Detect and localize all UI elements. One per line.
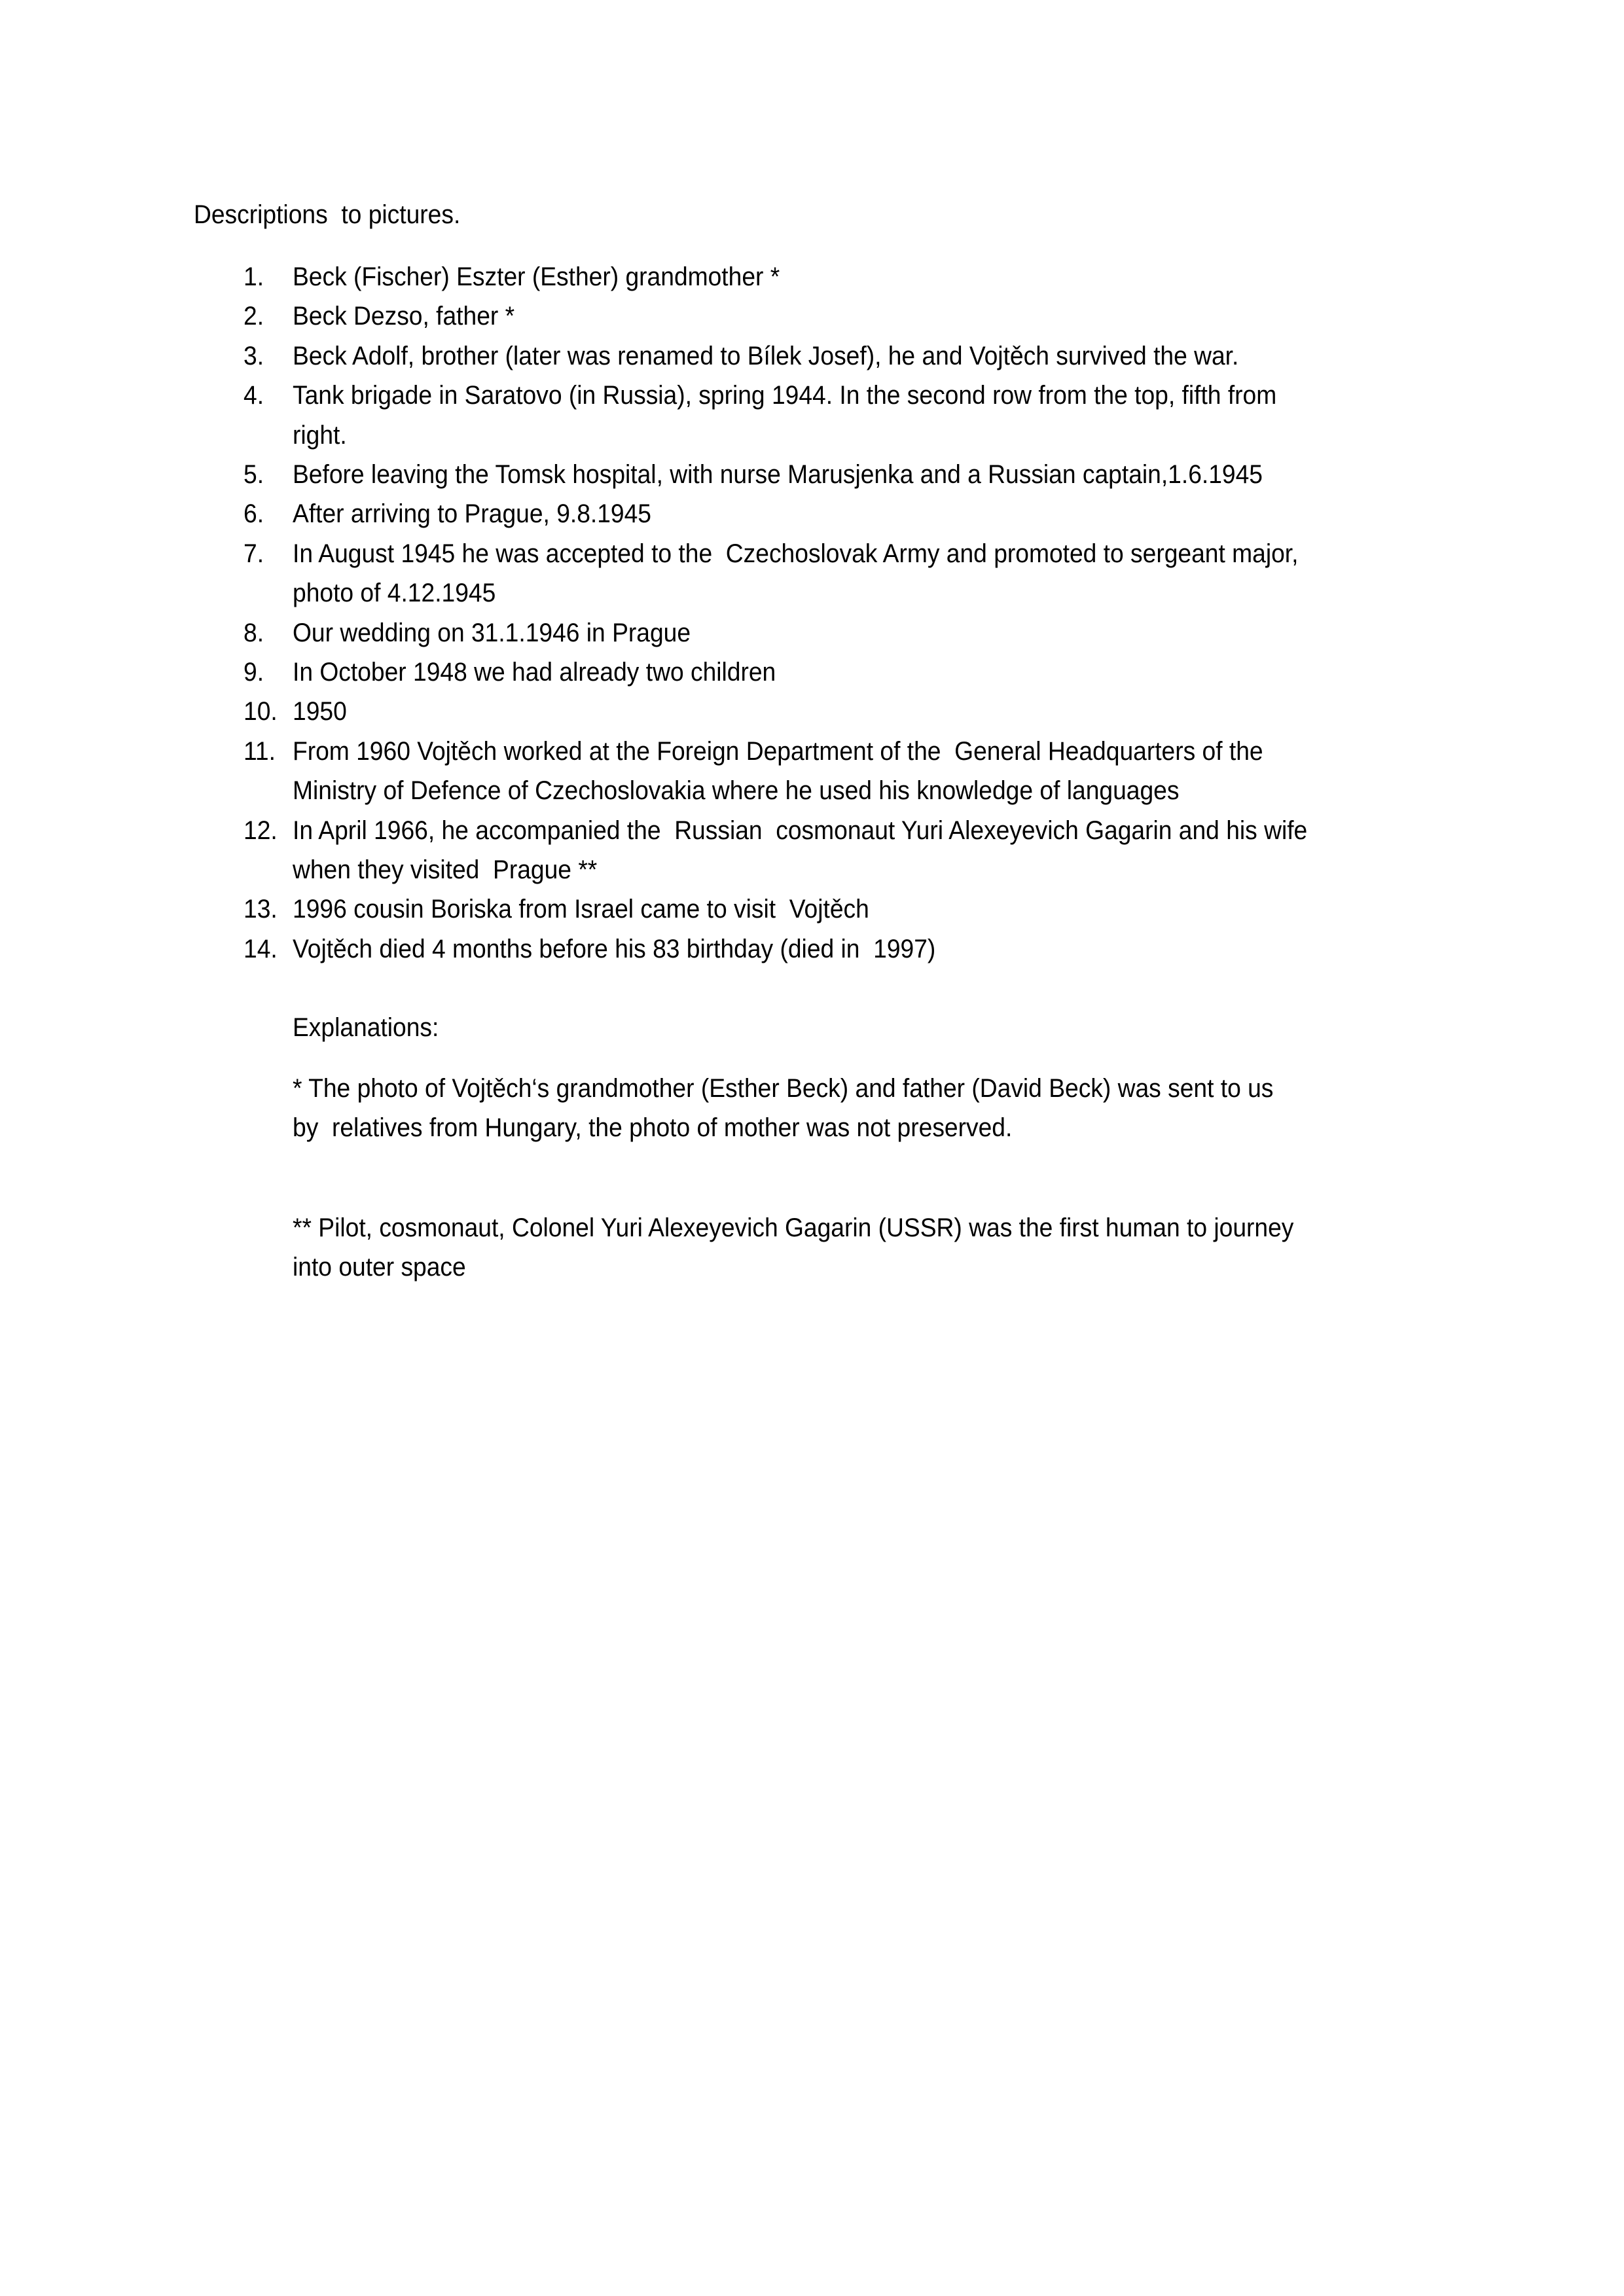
footnote-single-asterisk-line-2: by relatives from Hungary, the photo of mother was not preserved. [293,1113,1013,1142]
list-item-number: 1. [244,262,264,291]
list-item-text: 1996 cousin Boriska from Israel came to visit Vojtěch [293,895,869,924]
list-item-number: 12. [244,816,278,845]
list-item-text: 1950 [293,697,347,726]
explanations-title: Explanations: [293,1013,439,1042]
list-item-number: 9. [244,658,264,687]
list-item-text: Our wedding on 31.1.1946 in Prague [293,618,691,647]
list-item-text: From 1960 Vojtěch worked at the Foreign Department of the General Headquarters of the [293,736,1263,766]
list-item-text: photo of 4.12.1945 [293,579,496,608]
list-item-number: 7. [244,539,264,568]
list-item-text: In August 1945 he was accepted to the Czechoslovak Army and promoted to sergeant major, [293,539,1299,568]
list-item-number: 4. [244,381,264,410]
list-item-text: right. [293,420,347,450]
list-item-text: Beck (Fischer) Eszter (Esther) grandmother * [293,262,780,291]
list-item-text: Ministry of Defence of Czechoslovakia where he used his knowledge of languages [293,776,1180,806]
list-item-text: Tank brigade in Saratovo (in Russia), spring 1944. In the second row from the top, fifth from [293,381,1277,410]
list-item-text: In April 1966, he accompanied the Russian cosmonaut Yuri Alexeyevich Gagarin and his wife [293,816,1308,845]
list-item-number: 5. [244,460,264,489]
footnote-double-asterisk-line-2: into outer space [293,1253,466,1282]
list-item-text: Beck Adolf, brother (later was renamed to Bílek Josef), he and Vojtěch survived the war. [293,341,1239,370]
list-item-text: when they visited Prague ** [293,855,598,884]
list-item-number: 10. [244,697,278,726]
list-item-text: In October 1948 we had already two children [293,658,776,687]
list-item-number: 13. [244,895,278,924]
footnote-double-asterisk-line-1: ** Pilot, cosmonaut, Colonel Yuri Alexeyevich Gagarin (USSR) was the first human to journey [293,1213,1294,1242]
list-item-number: 8. [244,618,264,647]
page-heading: Descriptions to pictures. [194,200,461,229]
list-item-text: Before leaving the Tomsk hospital, with nurse Marusjenka and a Russian captain,1.6.1945 [293,460,1263,489]
list-item-number: 3. [244,341,264,370]
list-item-number: 6. [244,499,264,529]
list-item-text: Beck Dezso, father * [293,302,515,331]
list-item-number: 14. [244,934,278,963]
list-item-number: 11. [244,736,276,766]
footnote-single-asterisk-line-1: * The photo of Vojtěch‘s grandmother (Esther Beck) and father (David Beck) was sent to us [293,1074,1274,1103]
list-item-text: Vojtěch died 4 months before his 83 birthday (died in 1997) [293,934,936,963]
list-item-text: After arriving to Prague, 9.8.1945 [293,499,652,529]
list-item-number: 2. [244,302,264,331]
